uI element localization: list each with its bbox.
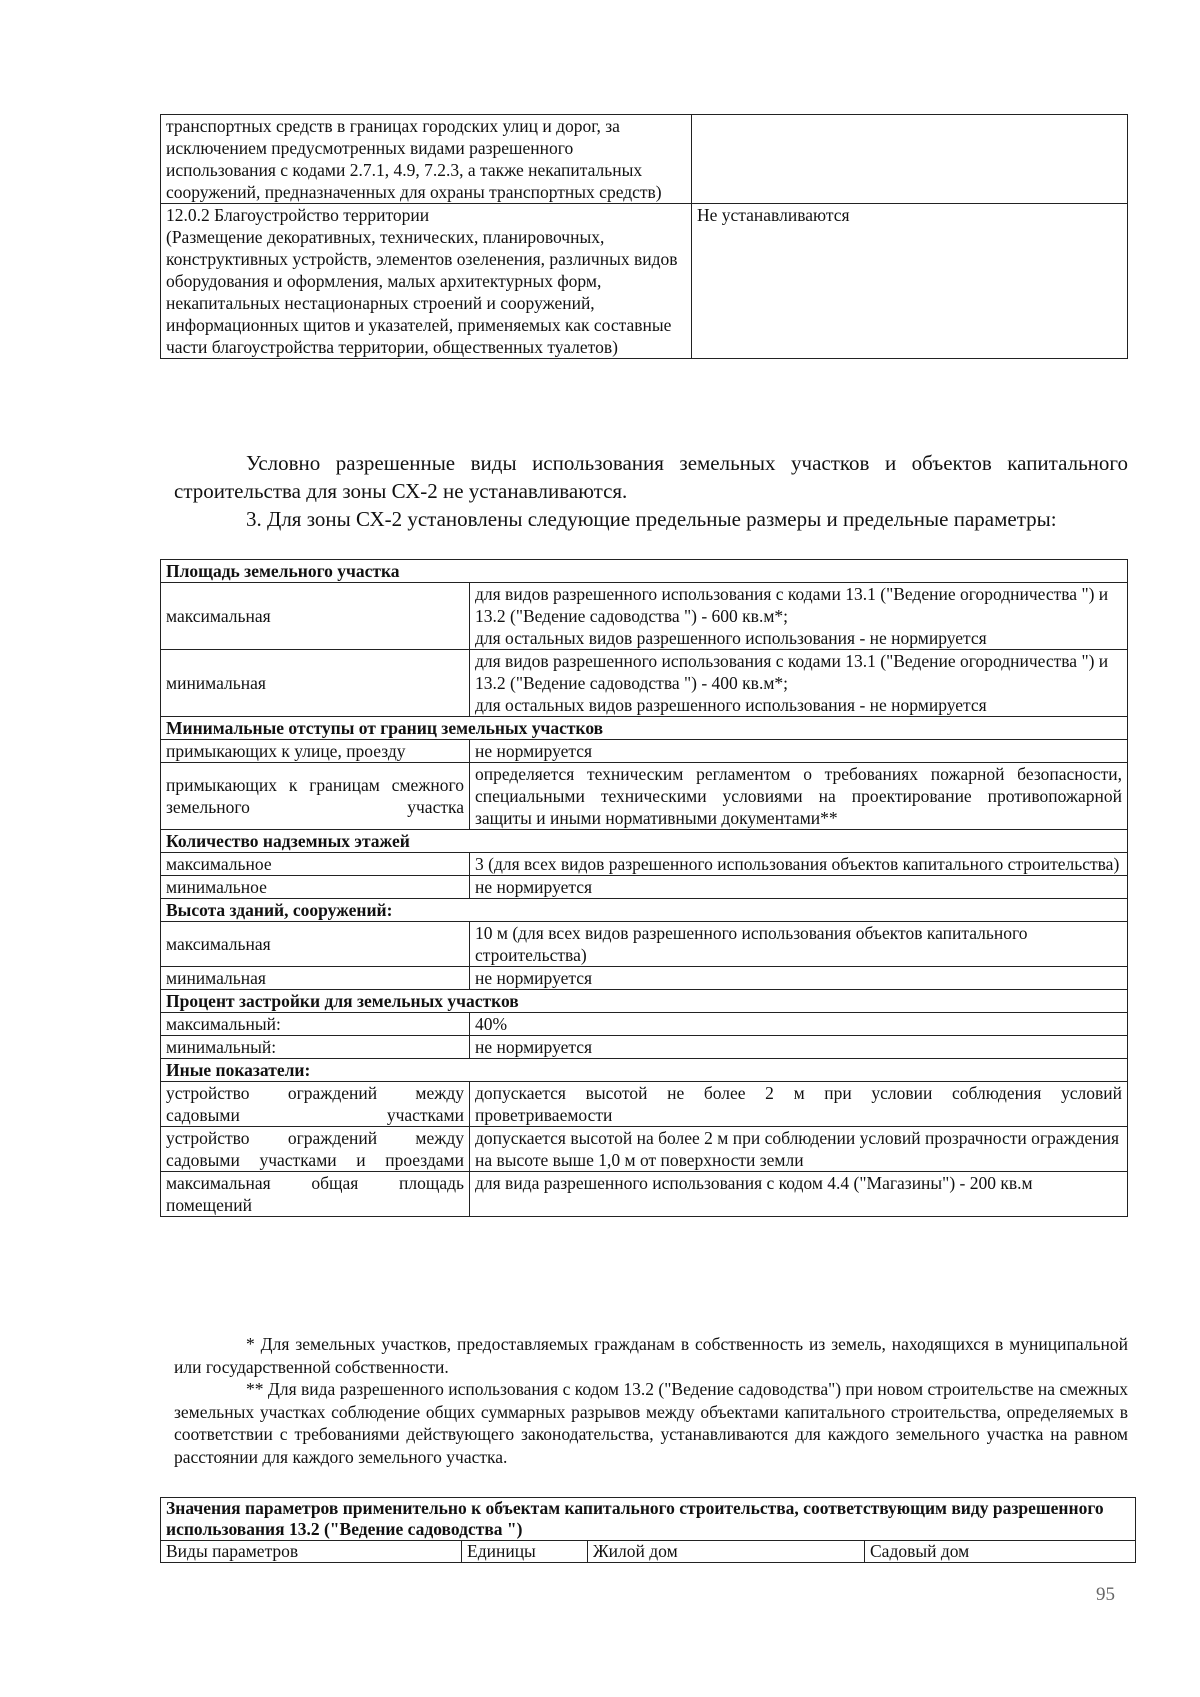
param-value: допускается высотой на более 2 м при соблюдении условий прозрачности ограждения на высоте выше 1,0 м от поверхности земли <box>470 1127 1128 1172</box>
param-label: устройство ограждений между садовыми участками и проездами <box>161 1127 470 1172</box>
use-params-cell <box>692 115 1128 204</box>
param-value-line: для остальных видов разрешенного использования - не нормируется <box>475 695 987 715</box>
section-header-row <box>161 717 1128 740</box>
table-row <box>161 1082 1128 1127</box>
column-header: Единицы <box>462 1541 588 1563</box>
param-value: не нормируется <box>470 740 1128 763</box>
column-header: Садовый дом <box>865 1541 1136 1563</box>
use-title: 12.0.2 Благоустройство территории <box>166 205 430 225</box>
section-header-row <box>161 560 1128 583</box>
section-header: Высота зданий, сооружений: <box>161 899 1128 922</box>
footnote-text: ** Для вида разрешенного использования с кодом 13.2 ("Ведение садоводства") при новом строительстве на смежных земельных участках соблюдение общих суммарных разрывов между объектами капитального строительства, определяемых в соответствии с требованиями действующего законодательства, устанавливаются для каждого земельного участка на равном расстоянии для каждого земельного участка. <box>174 1379 1128 1467</box>
param-value <box>470 583 1128 650</box>
param-value: 10 м (для всех видов разрешенного использования объектов капитального строительства) <box>470 922 1128 967</box>
section-header: Площадь земельного участка <box>161 560 1128 583</box>
section-header-row <box>161 830 1128 853</box>
param-value: допускается высотой не более 2 м при условии соблюдения условий проветриваемости <box>470 1082 1128 1127</box>
param-label: устройство ограждений между садовыми участками <box>161 1082 470 1127</box>
table-row <box>161 876 1128 899</box>
param-label: минимальное <box>161 876 470 899</box>
use-params-cell: Не устанавливаются <box>692 204 1128 359</box>
parameters-table <box>160 559 1128 1217</box>
table-row <box>161 740 1128 763</box>
use-description-cell <box>161 204 692 359</box>
paragraph-text: 3. Для зоны СХ-2 установлены следующие предельные размеры и предельные параметры: <box>246 507 1057 531</box>
param-label: минимальная <box>161 650 470 717</box>
param-label: примыкающих к улице, проезду <box>161 740 470 763</box>
table-row <box>161 1036 1128 1059</box>
section-header-row <box>161 899 1128 922</box>
table-row <box>161 204 1128 359</box>
param-value <box>470 650 1128 717</box>
table-row <box>161 1127 1128 1172</box>
param-label: максимальная общая площадь помещений <box>161 1172 470 1217</box>
param-value: для вида разрешенного использования с кодом 4.4 ("Магазины") - 200 кв.м <box>470 1172 1128 1217</box>
table-row <box>161 115 1128 204</box>
param-label: максимальная <box>161 583 470 650</box>
section-header: Процент застройки для земельных участков <box>161 990 1128 1013</box>
footnote-text: * Для земельных участков, предоставляемых гражданам в собственность из земель, находящихся в муниципальной или государственной собственности. <box>174 1334 1128 1377</box>
param-value: 3 (для всех видов разрешенного использования объектов капитального строительства) <box>470 853 1128 876</box>
section-header-row <box>161 990 1128 1013</box>
table-row <box>161 583 1128 650</box>
param-label: примыкающих к границам смежного земельного участка <box>161 763 470 830</box>
footnote-2 <box>174 1378 1128 1468</box>
permitted-uses-table <box>160 114 1128 359</box>
param-value: не нормируется <box>470 1036 1128 1059</box>
param-value: не нормируется <box>470 967 1128 990</box>
param-value: не нормируется <box>470 876 1128 899</box>
section-header: Количество надземных этажей <box>161 830 1128 853</box>
table-row <box>161 922 1128 967</box>
use-description-cell: транспортных средств в границах городских улиц и дорог, за исключением предусмотренных видами разрешенного использования с кодами 2.7.1, 4.9, 7.2.3, а также некапитальных сооружений, предназначенных для охраны транспортных средств) <box>161 115 692 204</box>
section-header: Минимальные отступы от границ земельных участков <box>161 717 1128 740</box>
table-row <box>161 967 1128 990</box>
garden-parameters-table <box>160 1497 1136 1563</box>
section-header-row <box>161 1498 1136 1541</box>
param-label: минимальный: <box>161 1036 470 1059</box>
paragraph-text: Условно разрешенные виды использования земельных участков и объектов капитального строительства для зоны СХ-2 не устанавливаются. <box>174 451 1128 503</box>
limits-intro-paragraph <box>174 505 1128 533</box>
conditional-uses-paragraph <box>174 449 1128 505</box>
param-value-line: для видов разрешенного использования с кодами 13.1 ("Ведение огородничества ") и 13.2 ("Ведение садоводства ") - 600 кв.м*; <box>475 584 1109 626</box>
param-label: максимальная <box>161 922 470 967</box>
column-header: Виды параметров <box>161 1541 462 1563</box>
param-value: 40% <box>470 1013 1128 1036</box>
param-value-line: для видов разрешенного использования с кодами 13.1 ("Ведение огородничества ") и 13.2 ("Ведение садоводства ") - 400 кв.м*; <box>475 651 1109 693</box>
column-header-row <box>161 1541 1136 1563</box>
param-label: минимальная <box>161 967 470 990</box>
page-number: 95 <box>1096 1584 1115 1605</box>
table-header: Значения параметров применительно к объектам капитального строительства, соответствующим виду разрешенного использования 13.2 ("Ведение садоводства ") <box>161 1498 1136 1541</box>
param-label: максимальное <box>161 853 470 876</box>
table-row <box>161 1013 1128 1036</box>
param-label: максимальный: <box>161 1013 470 1036</box>
section-header-row <box>161 1059 1128 1082</box>
table-row <box>161 1172 1128 1217</box>
table-row <box>161 853 1128 876</box>
table-row <box>161 650 1128 717</box>
section-header: Иные показатели: <box>161 1059 1128 1082</box>
column-header: Жилой дом <box>588 1541 865 1563</box>
param-value-line: для остальных видов разрешенного использования - не нормируется <box>475 628 987 648</box>
param-value: определяется техническим регламентом о требованиях пожарной безопасности, специальными техническими условиями на проектирование противопожарной защиты и иными нормативными документами** <box>470 763 1128 830</box>
use-description: (Размещение декоративных, технических, планировочных, конструктивных устройств, элементов озеленения, различных видов оборудования и оформления, малых архитектурных форм, некапитальных нестационарных строений и сооружений, информационных щитов и указателей, применяемых как составные части благоустройства территории, общественных туалетов) <box>166 227 678 357</box>
footnote-1 <box>174 1333 1128 1378</box>
table-row <box>161 763 1128 830</box>
